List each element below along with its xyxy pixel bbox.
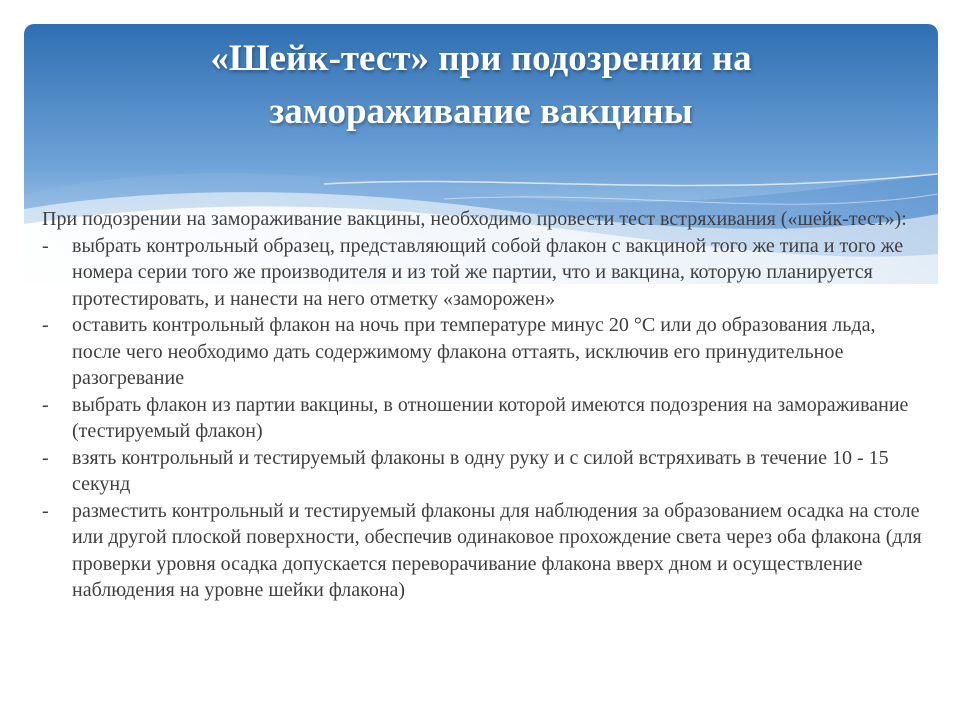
bullet-dash: - — [42, 499, 49, 522]
list-item-text: выбрать контрольный образец, представляющий собой флакон с вакциной того же типа и того же номера серии того же производителя и из той же партии, что и вакцина, которую планируется протестировать, и нанести на него отметку «заморожен» — [72, 234, 904, 310]
steps-list — [42, 233, 927, 604]
list-item — [42, 233, 927, 313]
bullet-dash: - — [42, 234, 49, 257]
title-line-2: замораживание вакцины — [269, 91, 693, 132]
intro-text: При подозрении на замораживание вакцины, необходимо провести тест встряхивания («шейк-тест»): — [42, 208, 907, 230]
bullet-dash: - — [42, 393, 49, 416]
list-item-text: взять контрольный и тестируемый флаконы в одну руку и с силой встряхивать в течение 10 - 15 секунд — [72, 446, 889, 495]
title-line-1: «Шейк-тест» при подозрении на — [210, 38, 752, 79]
list-item — [42, 392, 927, 445]
list-item-text: разместить контрольный и тестируемый флаконы для наблюдения за образованием осадка на столе или другой плоской поверхности, обеспечив одинаковое прохождение света через оба флакона (для проверки уровня осадка допускается переворачивание флакона вверх дном и осуществление наблюдения на уровне шейки флакона) — [72, 499, 922, 601]
list-item — [42, 445, 927, 498]
list-item-text: выбрать флакон из партии вакцины, в отношении которой имеются подозрения на замораживание (тестируемый флакон) — [72, 393, 909, 442]
bullet-dash: - — [42, 446, 49, 469]
list-item-text: оставить контрольный флакон на ночь при температуре минус 20 °С или до образования льда, после чего необходимо дать содержимому флакона оттаять, исключив его принудительное разогревание — [72, 314, 876, 389]
list-item — [42, 312, 927, 392]
content-body — [42, 206, 927, 604]
list-item — [42, 498, 927, 604]
bullet-dash: - — [42, 314, 49, 336]
page-title — [24, 32, 938, 138]
